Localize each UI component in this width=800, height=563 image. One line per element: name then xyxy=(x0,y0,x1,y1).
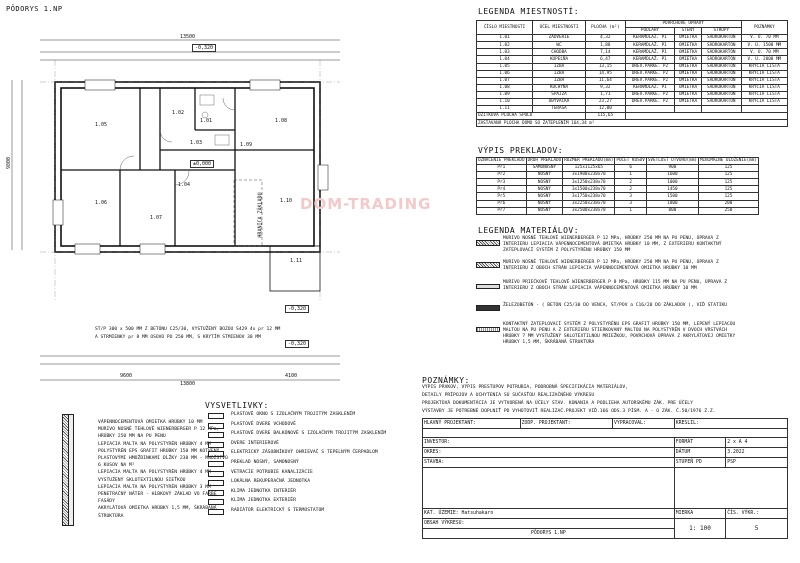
lintel-cell: 1800 xyxy=(646,200,698,207)
room-cell xyxy=(701,106,741,113)
layer-line: AKRYLÁTOVÁ OMIETKA HRÚBKY 1,5 MM, ŠKRÁBANÁ xyxy=(98,506,217,512)
room-cell: KERAMDLAŽ. P1 xyxy=(625,56,675,63)
room-row xyxy=(477,91,788,98)
material-text: MURIVO NOSNÉ TEHLOVÉ WIENERBERGER P 12 MPa, HRÚBKY 250 MM NA PU PENU, ÚPRAVA Z INTERIERU Z OBOCH STRÁN LEPIACIA VÁPENNOCEMENTOVÁ OMIETKA HRÚBKY 10 MM xyxy=(503,260,719,271)
room-cell: 1,71 xyxy=(585,91,625,98)
lintel-cell: NOSNÝ xyxy=(526,193,563,200)
room-row xyxy=(477,42,788,49)
level-mark: ±0,000 xyxy=(190,160,214,168)
room-cell: ŠPAJZA xyxy=(533,91,586,98)
lintel-cell: 3x2250x238x70 xyxy=(563,200,615,207)
dim-left: 9800 xyxy=(6,156,13,170)
tb-stupen-value: PSP xyxy=(726,458,788,468)
room-label: 1.01 xyxy=(200,118,213,124)
note-line: VÝSTAVBY JE POTREBNÉ DOPLNIŤ PD VYHOTOVIŤ REALIZAČ.PROJEKT VIĎ.166 ODS.3 PÍSM. A - O ZÁK. Č.50/1976 Z.Z. xyxy=(422,409,716,414)
layer-line: LEPIACIA MALTA NA POLYSTYRÉN HRÚBKY 4 MM xyxy=(98,441,211,447)
room-cell: 12,00 xyxy=(585,106,625,113)
room-cell: 1.04 xyxy=(477,56,533,63)
room-cell: KRYCIA LIŠTA xyxy=(741,84,787,91)
th-plocha: PLOCHA (m²) xyxy=(585,21,625,35)
room-cell: V. Ú. 2000 MM xyxy=(741,56,787,63)
th-stropy: STROPY xyxy=(701,28,741,35)
lintel-cell: 1450 xyxy=(646,186,698,193)
room-cell: OMIETKA xyxy=(675,84,702,91)
symbol-label: RADIÁTOR ELEKTRICKÝ S TERMOSTATOM xyxy=(231,508,325,513)
symbol-icon xyxy=(208,509,224,515)
material-text: MURIVO NOSNÉ TEHLOVÉ WIENERBERGER P 12 MPa, HRÚBKY 250 MM NA PU PENU, ÚPRAVA Z INTERIERU LEPIACIA VÁPENNOCEMENTOVÁ OMIETKA HRÚBKY 10 MM, Z EXTERIERU KONTAKTNÝ ZATEPLOVACÍ SYSTÉM Z POLYSTYRÉNU HRÚBKY 150 MM xyxy=(503,236,722,253)
th-upravy: POVRCHOVÉ ÚPRAVY xyxy=(625,21,741,28)
layer-line: LEPIACIA MALTA NA POLYSTYRÉN HRÚBKY 3 MM xyxy=(98,484,211,490)
room-cell: SÁDROKARTÓN xyxy=(701,42,741,49)
room-cell: KERAMDLAŽ. P1 xyxy=(625,42,675,49)
room-cell: DREV.PARKE. P2 xyxy=(625,63,675,70)
symbol-label: PLASTOVÉ DVERE BALKÓNOVÉ S IZOLAČNÝM TROJITÝM ZASKLENÍM xyxy=(231,431,387,437)
title-block xyxy=(422,418,788,539)
legend-rooms-title: LEGENDA MIESTNOSTÍ: xyxy=(478,7,580,16)
dim-bottom-a: 9600 xyxy=(120,373,133,379)
room-cell: OMIETKA xyxy=(675,77,702,84)
lintel-cell: 125 xyxy=(699,186,759,193)
tb-obsah-value: PÔDORYS 1.NP xyxy=(423,529,675,539)
lintel-cell: 125 xyxy=(699,165,759,172)
lintel-cell: NOSNÝ xyxy=(526,186,563,193)
plan-note: A STRMIENKY pr 8 MM OSOVO PO 250 MM, S KRYTÍM STMIENOV 30 MM xyxy=(95,335,261,340)
lintel-cell: NOSNÝ xyxy=(526,200,563,207)
room-cell: 1.03 xyxy=(477,49,533,56)
lintel-cell: 900 xyxy=(646,165,698,172)
room-cell: SÁDROKARTÓN xyxy=(701,91,741,98)
symbol-icon xyxy=(208,461,224,467)
room-label: 1.10 xyxy=(280,198,293,204)
room-cell: SÁDROKARTÓN xyxy=(701,84,741,91)
room-cell: OMIETKA xyxy=(675,70,702,77)
watermark: DOM-TRADING xyxy=(300,195,432,213)
room-cell: SÁDROKARTÓN xyxy=(701,77,741,84)
tb-kat-value: Hatsuhakaro xyxy=(461,510,494,516)
lintel-cell: 3x2500x238x70 xyxy=(563,207,615,214)
layer-line: ŠTRUKTÚRA xyxy=(98,513,124,519)
lintel-cell: 125 xyxy=(699,172,759,179)
room-cell: 13,15 xyxy=(585,63,625,70)
tb-zodp: ZODP. PROJEKTANT: xyxy=(520,419,612,429)
room-cell: OMIETKA xyxy=(675,35,702,42)
room-cell: SÁDROKARTÓN xyxy=(701,63,741,70)
symbol-icon xyxy=(208,451,224,457)
room-label: 1.04 xyxy=(178,182,191,188)
symbol-icon xyxy=(208,480,224,486)
room-label: 1.03 xyxy=(190,140,203,146)
th-cislo: ČÍSLO MIESTNOSTI xyxy=(477,21,533,35)
room-cell: KUCHYŇA xyxy=(533,84,586,91)
th-druh: DRUH PREKLADU xyxy=(527,158,562,164)
built-area: ZASTAVANÁ PLOCHA DOMU SO ZATEPLENÍM 164,34 m² xyxy=(477,120,788,127)
material-swatch xyxy=(476,305,500,311)
symbol-label: PREKLAD NOSNÝ, SAMONOSNÝ xyxy=(231,460,299,465)
lintel-cell: 3x1250x238x70 xyxy=(563,179,615,186)
room-cell: 1.11 xyxy=(477,106,533,113)
tb-stupen-label: STUPEŇ PD xyxy=(674,458,725,468)
symbol-label: ELEKTRICKÝ ZÁSOBNÍKOVÝ OHRIEVAČ S TEPELNÝM ČERPADLOM xyxy=(231,450,378,456)
symbol-label: LOKÁLNA REKUPERAČNÁ JEDNOTKA xyxy=(231,479,311,485)
room-cell: TERASA xyxy=(533,106,586,113)
lintels-table xyxy=(476,157,759,215)
lintel-cell: 1500 xyxy=(646,193,698,200)
layer-line: VYSTUŽENÝ SKLOTEXTILNOU SIEŤKOU xyxy=(98,477,186,483)
room-cell xyxy=(625,106,675,113)
room-cell: DREV.PARKE. P2 xyxy=(625,91,675,98)
symbol-icon xyxy=(208,413,224,419)
room-cell: IZBA xyxy=(533,70,586,77)
layer-line: VÁPENNOCEMENTOVÁ OMIETKA HRÚBKY 10 MM xyxy=(98,420,203,425)
material-swatch xyxy=(476,262,500,268)
dim-bottom-total: 13800 xyxy=(180,381,196,387)
lintel-row xyxy=(477,207,759,214)
material-text: MURIVO PRIEČKOVÉ TEHLOVÉ WIENERBERGER P 8 MPa, HRÚBKY 115 MM NA PU PENU, ÚPRAVA Z INTERIERU Z OBOCH STRÁN LEPIACIA VÁPENNOCEMENTOVÁ OMIETKA HRÚBKY 10 MM xyxy=(503,280,728,291)
tb-investor: INVESTOR: xyxy=(423,438,675,448)
room-cell: 1.01 xyxy=(477,35,533,42)
tb-cis-label: ČÍS. VÝKR.: xyxy=(726,509,788,519)
note-line: VÝPIS PRVKOV, VÝPIS PRESTUPOV POTRUBIA, PODROBNÁ ŠPECIFIKÁCIA MATERIÁLOV, xyxy=(422,385,629,390)
symbol-label: PLASTOVÉ OKNO S IZOLAČNÝM TROJITÝM ZASKLENÍM xyxy=(231,412,356,417)
room-label: 1.11 xyxy=(290,258,303,264)
room-cell: 1.09 xyxy=(477,91,533,98)
room-row xyxy=(477,63,788,70)
room-label: 1.06 xyxy=(95,200,108,206)
room-label: 1.05 xyxy=(95,122,108,128)
th-rozmer: ROZMER PREKLADU(mm) xyxy=(564,158,614,164)
dim-top: 13500 xyxy=(180,34,196,40)
room-cell: ZÁDVERIE xyxy=(533,35,586,42)
lintel-cell: 3x1900x238x70 xyxy=(563,172,615,179)
lintel-cell: Pr7 xyxy=(477,207,527,214)
lintel-row xyxy=(477,193,759,200)
lintel-cell: 125 xyxy=(699,193,759,200)
lintel-cell: 2 xyxy=(615,179,646,186)
room-cell: 7,14 xyxy=(585,49,625,56)
room-cell: 1.05 xyxy=(477,63,533,70)
tb-cis-value: 5 xyxy=(726,519,788,539)
material-text: KONTAKTNÝ ZATEPLOVACÍ SYSTÉM Z POLYSTYRÉNU EPS GRAFIT HRÚBKY 150 MM, LEPENÝ LEPIACOU MALTOU NA PU PENU A Z EXTERIERU STIERKOVANÝ MALTOU NA POLYSTYRÉN V DVOCH VRSTVÁCH HRÚBKY 7 MM VYSTUŽENÝ SKLOTEXTILNOU MRIEŽKOU, POVRCHOVÁ ÚPRAVA Z AKRYLÁTOVEJ OMIETKY HRÚBKY 1,5 MM, ŠKRÁBANÁ ŠTRUKTÚRA xyxy=(503,322,736,345)
note-line: DETAILY PRÍPOJOV A UCHYTENIA SÚ SÚČASŤOU REALIZAČNÉHO VÝKRESU xyxy=(422,393,595,398)
lintel-cell: NOSNÝ xyxy=(526,207,563,214)
plan-note: ST/P 300 x 500 MM Z BETÓNU C25/30, VYSTUŽENÝ BOZOU S429 4x pr 12 MM xyxy=(95,327,281,332)
lintel-cell: Pr4 xyxy=(477,186,527,193)
symbol-label: KLIMA JEDNOTKA INTERIÉR xyxy=(231,488,296,494)
room-cell: 23,27 xyxy=(585,99,625,106)
room-cell: 1.07 xyxy=(477,77,533,84)
room-cell: CHODBA xyxy=(533,49,586,56)
lintel-cell: 1000 xyxy=(646,179,698,186)
rooms-table xyxy=(476,20,788,127)
lintel-row xyxy=(477,165,759,172)
room-cell: OMIETKA xyxy=(675,49,702,56)
room-cell: 1.06 xyxy=(477,70,533,77)
room-cell: SÁDROKARTÓN xyxy=(701,35,741,42)
lintel-cell: Pr2 xyxy=(477,172,527,179)
material-swatch xyxy=(476,327,500,332)
room-cell: DREV.PARKE. P2 xyxy=(625,70,675,77)
dim-bottom-b: 4100 xyxy=(285,373,298,379)
symbol-icon xyxy=(208,432,224,438)
lintel-row xyxy=(477,186,759,193)
symbol-label: VETRACIE POTRUBIE KANALIZÁCIE xyxy=(231,469,313,475)
lintels-title: VÝPIS PREKLADOV: xyxy=(478,146,564,155)
th-poznamky: POZNÁMKY xyxy=(741,21,787,35)
level-mark: -0,320 xyxy=(285,305,309,313)
tb-okres: OKRES: xyxy=(423,448,675,458)
room-cell: 6,47 xyxy=(585,56,625,63)
lintel-cell: 3x1500x238x70 xyxy=(563,186,615,193)
room-cell: 14,95 xyxy=(585,70,625,77)
lintel-cell: 3 xyxy=(615,193,646,200)
room-cell: 1,88 xyxy=(585,42,625,49)
room-cell xyxy=(675,106,702,113)
room-row xyxy=(477,84,788,91)
tb-datum-label: DÁTUM xyxy=(674,448,725,458)
room-cell: WC xyxy=(533,42,586,49)
tb-hlavny: HLAVNÝ PROJEKTANT: xyxy=(423,419,521,429)
material-text: ŽELEZOBETÓN - ( BETÓN C25/30 DO VENCA, ST/POV a C16/20 DO ZÁKLADOV ), VIĎ STATIKU xyxy=(503,303,728,308)
symbols-title: VYSVETLIVKY: xyxy=(205,401,269,410)
lintel-cell: 3x1750x238x70 xyxy=(563,193,615,200)
insulation-section xyxy=(68,414,74,526)
room-row xyxy=(477,70,788,77)
room-cell: SÁDROKARTÓN xyxy=(701,49,741,56)
drawing-title: PÔDORYS 1.NP xyxy=(6,5,63,13)
lintel-cell: 2 xyxy=(615,186,646,193)
symbol-icon xyxy=(208,471,224,477)
room-cell: V. Ú. 1500 MM xyxy=(741,42,787,49)
room-cell: 1.02 xyxy=(477,42,533,49)
room-cell: IZBA xyxy=(533,77,586,84)
lintel-cell: 125x1125x65 xyxy=(563,165,615,172)
lintel-cell: 800 xyxy=(646,207,698,214)
lintel-row xyxy=(477,200,759,207)
tb-format-label: FORMÁT xyxy=(674,438,725,448)
room-row xyxy=(477,49,788,56)
room-cell: V. Ú. 70 MM xyxy=(741,35,787,42)
symbol-icon xyxy=(208,423,224,429)
lintel-cell: Pr6 xyxy=(477,200,527,207)
room-row xyxy=(477,56,788,63)
symbol-icon xyxy=(208,442,224,448)
layer-line: PLASTOVÝMI HMOŽDINKAMI DĹŽKY 230 MM - MNOŽSTVO xyxy=(98,456,228,462)
symbol-label: KLIMA JEDNOTKA EXTERIÉR xyxy=(231,498,296,504)
tb-kat-label: KAT. ÚZEMIE: xyxy=(424,510,459,516)
notes-title: POZNÁMKY: xyxy=(422,376,470,385)
th-pocet: POČET KUSOV xyxy=(616,158,645,164)
lintel-cell: Pr5 xyxy=(477,193,527,200)
th-podlahy: PODLAHY xyxy=(625,28,675,35)
note-line: PROJEKTOVÁ DOKUMENTÁCIA JE VYTVORENÁ NA ÚČELY STAV. KONANIA A PODLIEHA AUTORSKÉMU ZÁK. PRE ÚČELY xyxy=(422,401,693,406)
room-cell: KRYCIA LIŠTA xyxy=(741,63,787,70)
tb-kreslil: KRESLIL: xyxy=(674,419,787,429)
lintel-cell: Pr3 xyxy=(477,179,527,186)
symbol-label: PLASTOVÉ DVERE VCHODOVÉ xyxy=(231,421,296,427)
symbol-label: DVERE INTERIEROVÉ xyxy=(231,440,279,446)
tb-datum-value: 3.2022 xyxy=(726,448,788,458)
room-row xyxy=(477,77,788,84)
lintel-row xyxy=(477,179,759,186)
layer-line: PENETRAČNÝ NÁTER - HĹBKOVÝ ZÁKLAD VO FARBE xyxy=(98,492,217,498)
room-cell: SÁDROKARTÓN xyxy=(701,99,741,106)
tb-mierka-label: MIERKA xyxy=(674,509,725,519)
sum-value: 115,65 xyxy=(585,113,625,120)
layer-line: 6 KUSOV NA M² xyxy=(98,463,135,469)
symbol-icon xyxy=(208,490,224,496)
room-cell: OMIETKA xyxy=(675,63,702,70)
tb-stavba: STAVBA: xyxy=(423,458,675,468)
room-cell: 1.08 xyxy=(477,84,533,91)
room-label: 1.02 xyxy=(172,110,185,116)
tb-format-value: 2 x A 4 xyxy=(726,438,788,448)
room-cell: OMIETKA xyxy=(675,91,702,98)
room-label: 1.09 xyxy=(240,142,253,148)
material-swatch xyxy=(476,240,500,246)
lintel-cell: SAMONOSNÝ xyxy=(526,165,563,172)
room-cell: 4,32 xyxy=(585,35,625,42)
room-cell: KERAMDLAŽ. P1 xyxy=(625,84,675,91)
th-steny: STENY xyxy=(675,28,702,35)
th-ulozenie: MINIMÁLNE ULOŽENIE(mm) xyxy=(700,158,757,164)
sum-label: ÚŽITKOVÁ PLOCHA SPOLU xyxy=(477,113,586,120)
tb-vypracoval: VYPRACOVAL: xyxy=(613,419,675,429)
room-row xyxy=(477,35,788,42)
symbol-icon xyxy=(208,499,224,505)
lintel-cell: 200 xyxy=(699,200,759,207)
room-cell: OMIETKA xyxy=(675,42,702,49)
room-cell: IZBA xyxy=(533,63,586,70)
th-oznacenie: OZNAČENIE PREKLADU xyxy=(478,158,525,164)
tb-mierka-value: 1: 100 xyxy=(674,519,725,539)
lintel-cell: Pr1 xyxy=(477,165,527,172)
room-cell: KRYCIA LIŠTA xyxy=(741,99,787,106)
lintel-row xyxy=(477,172,759,179)
foundation-label: HRANICA ZÁKLADU xyxy=(257,192,264,238)
room-cell: SÁDROKARTÓN xyxy=(701,70,741,77)
th-svetlost: SVETLOSŤ OTVORU(mm) xyxy=(647,158,697,164)
lintel-cell: 1 xyxy=(615,207,646,214)
room-label: 1.07 xyxy=(150,215,163,221)
materials-title: LEGENDA MATERIÁLOV: xyxy=(478,226,580,235)
room-cell: DREV.PARKE. P2 xyxy=(625,77,675,84)
lintel-cell: 1 xyxy=(615,172,646,179)
room-cell: SÁDROKARTÓN xyxy=(701,56,741,63)
room-cell: KRYCIA LIŠTA xyxy=(741,77,787,84)
room-cell: V. Ú. 70 MM xyxy=(741,49,787,56)
room-cell: KÚPEĽŇA xyxy=(533,56,586,63)
layer-line: POLYSTYRÉN EPS GRAFIT HRÚBKY 150 MM KOTVENÝ xyxy=(98,448,220,454)
lintel-cell: NOSNÝ xyxy=(526,179,563,186)
lintel-cell: 1600 xyxy=(646,172,698,179)
room-row xyxy=(477,106,788,113)
lintel-cell: NOSNÝ xyxy=(526,172,563,179)
layer-line: HRÚBKY 250 MM NA PU PENU xyxy=(98,434,166,440)
room-cell: 1.10 xyxy=(477,99,533,106)
room-cell: 11,64 xyxy=(585,77,625,84)
room-cell: KERAMDLAŽ. P1 xyxy=(625,49,675,56)
room-cell xyxy=(741,106,787,113)
lintel-cell: 250 xyxy=(699,207,759,214)
material-swatch xyxy=(476,284,500,289)
lintel-cell: 6 xyxy=(615,165,646,172)
layer-line: MURIVO NOSNÉ TEHLOVÉ WIENERBERGER P 12 MPa, xyxy=(98,427,220,433)
room-cell: OMIETKA xyxy=(675,56,702,63)
room-cell: OMIETKA xyxy=(675,99,702,106)
room-cell: KRYCIA LIŠTA xyxy=(741,70,787,77)
room-cell: 9,32 xyxy=(585,84,625,91)
lintel-cell: 3 xyxy=(615,200,646,207)
room-cell: OBÝVAČKA xyxy=(533,99,586,106)
level-mark: -0,320 xyxy=(285,340,309,348)
room-cell: DREV.PARKE. P2 xyxy=(625,99,675,106)
tb-obsah-label: OBSAH VÝKRESU: xyxy=(423,519,675,529)
lintel-cell: 125 xyxy=(699,179,759,186)
layer-line: LEPIACIA MALTA NA POLYSTYRÉN HRÚBKY 4 MM xyxy=(98,470,211,476)
th-ucel: ÚČEL MIESTNOSTI xyxy=(533,21,586,35)
room-label: 1.08 xyxy=(275,118,288,124)
level-mark: -0,320 xyxy=(192,44,216,52)
room-cell: KRYCIA LIŠTA xyxy=(741,91,787,98)
room-cell: KERAMDLAŽ. P1 xyxy=(625,35,675,42)
layer-line: FASÁDY xyxy=(98,499,115,505)
room-row xyxy=(477,99,788,106)
